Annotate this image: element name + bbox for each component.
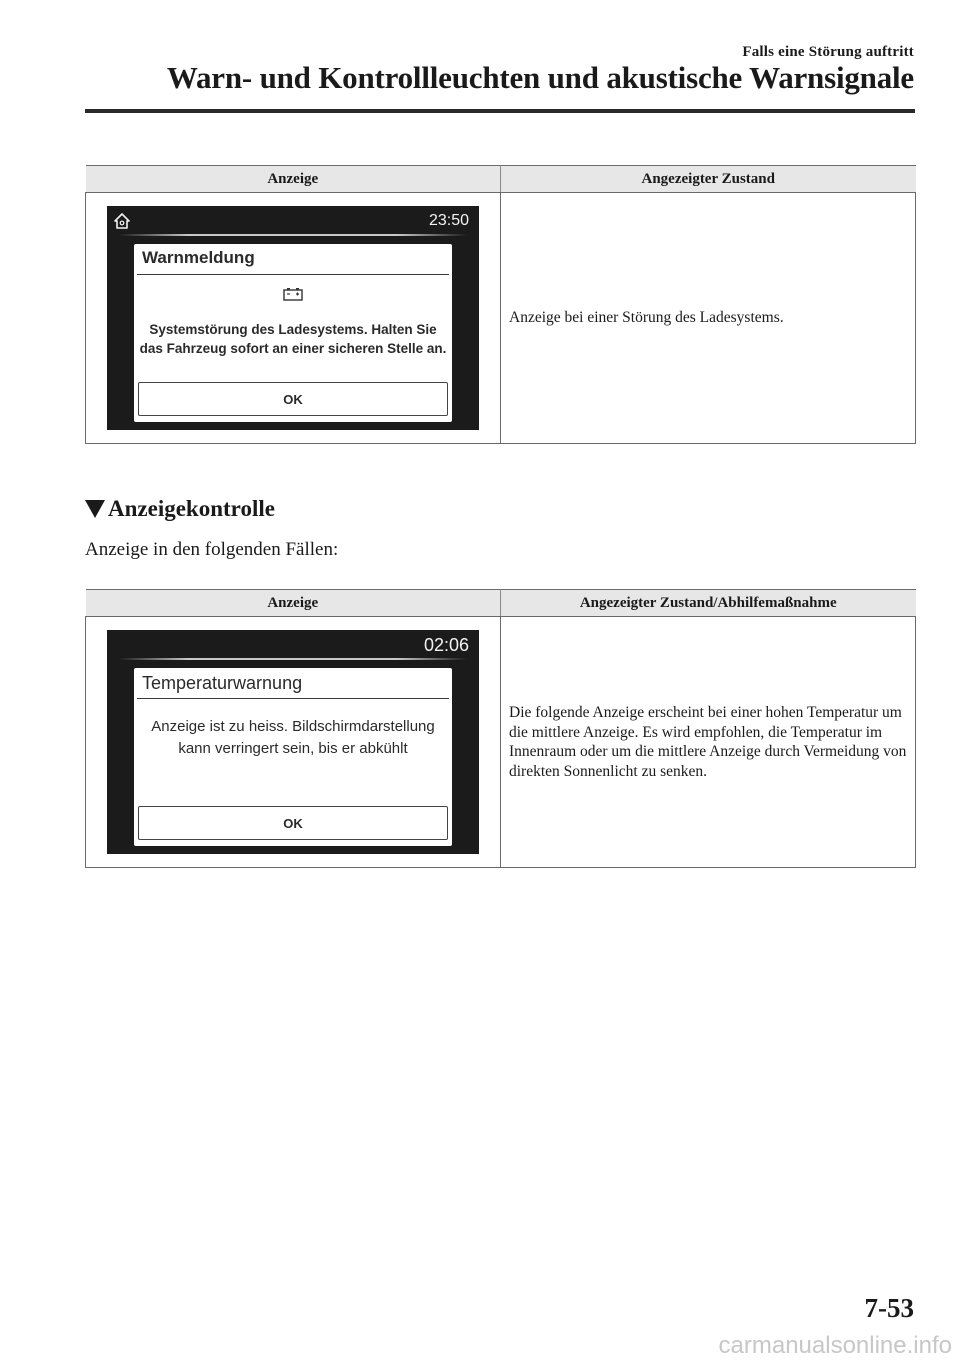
- table2-col-status: Angezeigter Zustand/Abhilfemaßnahme: [501, 590, 916, 617]
- table2-display-cell: [86, 617, 501, 868]
- dialog-message: Anzeige ist zu heiss. Bildschirmdarstellung kann verringert sein, bis er abkühlt: [151, 718, 435, 757]
- dialog-title: Warnmeldung: [142, 248, 255, 267]
- table1-display-cell: [86, 193, 501, 444]
- table2-col-display: Anzeige: [86, 590, 501, 617]
- section-intro: Anzeige in den folgenden Fällen:: [85, 539, 339, 560]
- home-icon: [114, 213, 130, 229]
- watermark: carmanualsonline.info: [718, 1332, 952, 1359]
- warning-screen-charging: [107, 206, 479, 430]
- ok-button[interactable]: OK: [138, 806, 448, 840]
- display-temperature-table: [85, 589, 916, 868]
- dialog-divider: [137, 274, 449, 275]
- table2-status-cell: Die folgende Anzeige erscheint bei einer hohen Temperatur um die mittlere Anzeige. Es wird empfohlen, die Temperatur im Innenraum oder um die mittlere Anzeige durch Vermeidung von direkten Sonnenlicht zu senken.: [501, 617, 916, 868]
- header-rule: [85, 109, 915, 113]
- status-bar-divider: [119, 658, 467, 660]
- header-section-label: Falls eine Störung auftritt: [742, 44, 914, 60]
- dialog-divider: [137, 698, 449, 699]
- section-heading: [85, 496, 275, 522]
- clock: 23:50: [428, 212, 469, 229]
- triangle-marker-icon: [85, 500, 105, 518]
- warning-screen-temperature: [107, 630, 479, 854]
- status-bar-divider: [119, 234, 467, 236]
- warning-dialog: [134, 668, 452, 846]
- table1-col-display: Anzeige: [86, 166, 501, 193]
- page-number: 7-53: [864, 1293, 914, 1323]
- section-heading-text: Anzeigekontrolle: [108, 496, 275, 521]
- battery-icon: [283, 287, 303, 301]
- table1-status-cell: Anzeige bei einer Störung des Ladesystems.: [501, 193, 916, 444]
- dialog-title: Temperaturwarnung: [142, 673, 303, 693]
- charging-system-table: [85, 165, 916, 444]
- clock: 02:06: [423, 635, 469, 655]
- header-title: Warn- und Kontrollleuchten und akustische Warnsignale: [166, 60, 914, 95]
- table1-col-status: Angezeigter Zustand: [501, 166, 916, 193]
- warning-dialog: [134, 244, 452, 422]
- ok-button[interactable]: OK: [138, 382, 448, 416]
- dialog-message: Systemstörung des Ladesystems. Halten Sie das Fahrzeug sofort an einer sicheren Stelle an.: [139, 322, 447, 356]
